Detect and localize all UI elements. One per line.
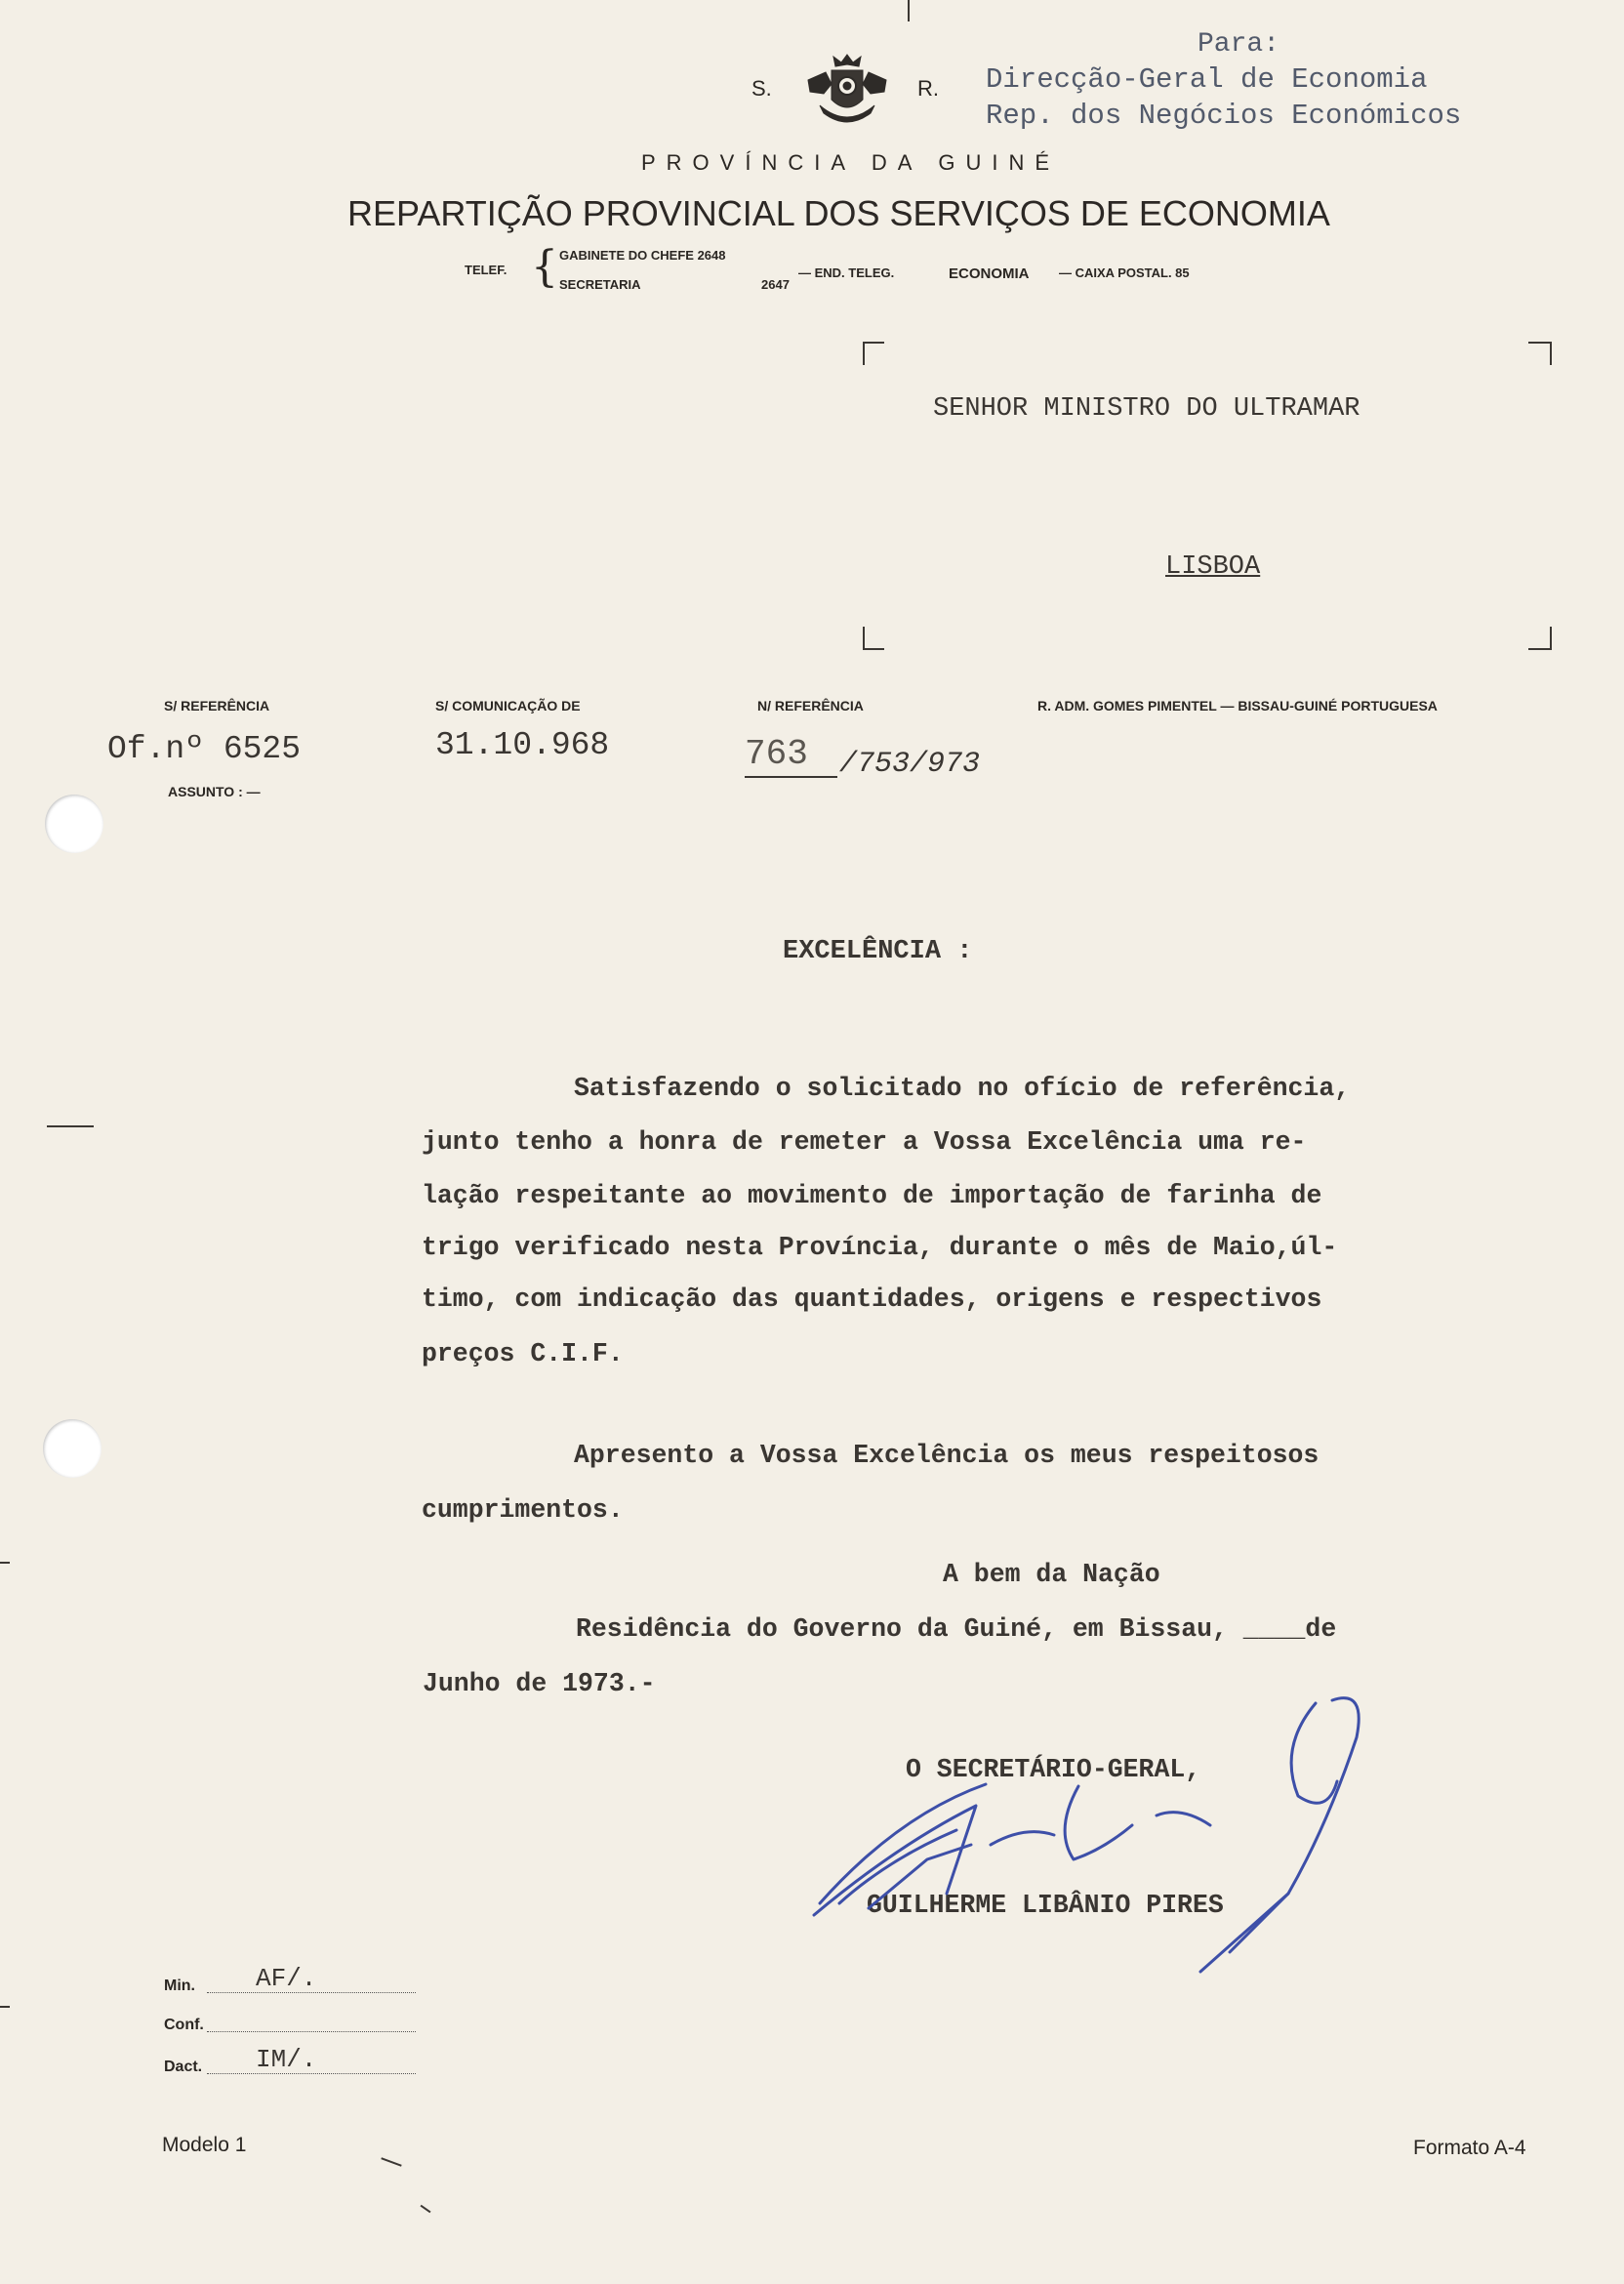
telef-label: TELEF.	[465, 263, 508, 277]
paragraph-1-line-3: lação respeitante ao movimento de importação de farinha de	[422, 1181, 1322, 1210]
emblem-left-letter: S.	[751, 76, 772, 101]
conf-field-line	[207, 2031, 416, 2032]
office-address: R. ADM. GOMES PIMENTEL — BISSAU-GUINÉ PORTUGUESA	[1037, 698, 1438, 714]
telegraph-word: ECONOMIA	[949, 265, 1030, 282]
phone-secretary-number: 2647	[761, 277, 790, 292]
window-corner	[1550, 627, 1552, 650]
department-title: REPARTIÇÃO PROVINCIAL DOS SERVIÇOS DE ECONOMIA	[347, 193, 1330, 233]
window-corner	[863, 342, 884, 344]
place-date-line-1: Residência do Governo da Guiné, em Bissau, ____de	[576, 1614, 1337, 1644]
s-communication-value: 31.10.968	[435, 727, 610, 763]
closing-phrase: A bem da Nação	[943, 1560, 1160, 1589]
min-value: AF/.	[256, 1964, 317, 1993]
s-communication-label: S/ COMUNICAÇÃO DE	[435, 698, 581, 714]
postal-box-label: — CAIXA POSTAL. 85	[1059, 265, 1190, 280]
signer-name: GUILHERME LIBÂNIO PIRES	[867, 1891, 1224, 1920]
s-reference-value: Of.nº 6525	[107, 731, 302, 767]
fold-mark	[908, 0, 910, 21]
fold-mark	[47, 1125, 94, 1127]
recipient-city: LISBOA	[1165, 552, 1261, 582]
recipient-title: SENHOR MINISTRO DO ULTRAMAR	[933, 394, 1360, 424]
fold-mark	[0, 1562, 10, 1564]
paragraph-1-line-5: timo, com indicação das quantidades, origens e respectivos	[422, 1285, 1322, 1314]
place-date-line-2: Junho de 1973.-	[423, 1669, 656, 1698]
conf-label: Conf.	[164, 2017, 204, 2033]
addressee-line-2: Rep. dos Negócios Económicos	[986, 100, 1462, 132]
n-reference-label: N/ REFERÊNCIA	[757, 698, 864, 714]
n-reference-number: 763	[745, 734, 837, 778]
paragraph-2-line-2: cumprimentos.	[422, 1495, 624, 1525]
paragraph-2-line-1: Apresento a Vossa Excelência os meus respeitosos	[574, 1441, 1320, 1470]
paragraph-1-line-2: junto tenho a honra de remeter a Vossa Excelência uma re-	[422, 1127, 1307, 1157]
dact-label: Dact.	[164, 2059, 203, 2075]
punch-hole-bottom	[43, 1419, 102, 1478]
paragraph-1-line-6: preços C.I.F.	[422, 1339, 624, 1368]
window-corner	[1528, 342, 1550, 344]
window-corner	[1528, 648, 1550, 650]
phone-chief-label: GABINETE DO CHEFE 2648	[559, 248, 726, 263]
phone-secretary-label: SECRETARIA	[559, 277, 641, 292]
brace-icon: {	[531, 242, 558, 292]
stray-mark	[381, 2157, 401, 2166]
punch-hole-top	[45, 795, 103, 853]
fold-mark	[0, 2006, 10, 2008]
min-label: Min.	[164, 1978, 195, 1994]
handwritten-signature	[781, 1659, 1405, 1991]
paragraph-1-line-1: Satisfazendo o solicitado no ofício de referência,	[574, 1074, 1351, 1103]
emblem-right-letter: R.	[917, 76, 939, 101]
n-reference-suffix: /753/973	[839, 748, 981, 781]
window-corner	[1550, 342, 1552, 365]
province-title: PROVÍNCIA DA GUINÉ	[641, 150, 1061, 175]
s-reference-label: S/ REFERÊNCIA	[164, 698, 270, 714]
dact-value: IM/.	[256, 2045, 317, 2074]
window-corner	[863, 627, 865, 650]
subject-label: ASSUNTO : —	[168, 784, 261, 799]
signer-title: O SECRETÁRIO-GERAL,	[906, 1755, 1201, 1784]
addressee-label: Para:	[1198, 29, 1280, 60]
model-label: Modelo 1	[162, 2134, 247, 2156]
window-corner	[863, 342, 865, 365]
window-corner	[863, 648, 884, 650]
format-label: Formato A-4	[1413, 2137, 1526, 2159]
telegraph-label: — END. TELEG.	[798, 265, 895, 280]
stray-mark	[421, 2205, 431, 2214]
salutation: EXCELÊNCIA :	[783, 937, 973, 966]
coat-of-arms-icon	[802, 51, 892, 129]
addressee-line-1: Direcção-Geral de Economia	[986, 63, 1428, 96]
paragraph-1-line-4: trigo verificado nesta Província, durante o mês de Maio,úl-	[422, 1233, 1338, 1262]
